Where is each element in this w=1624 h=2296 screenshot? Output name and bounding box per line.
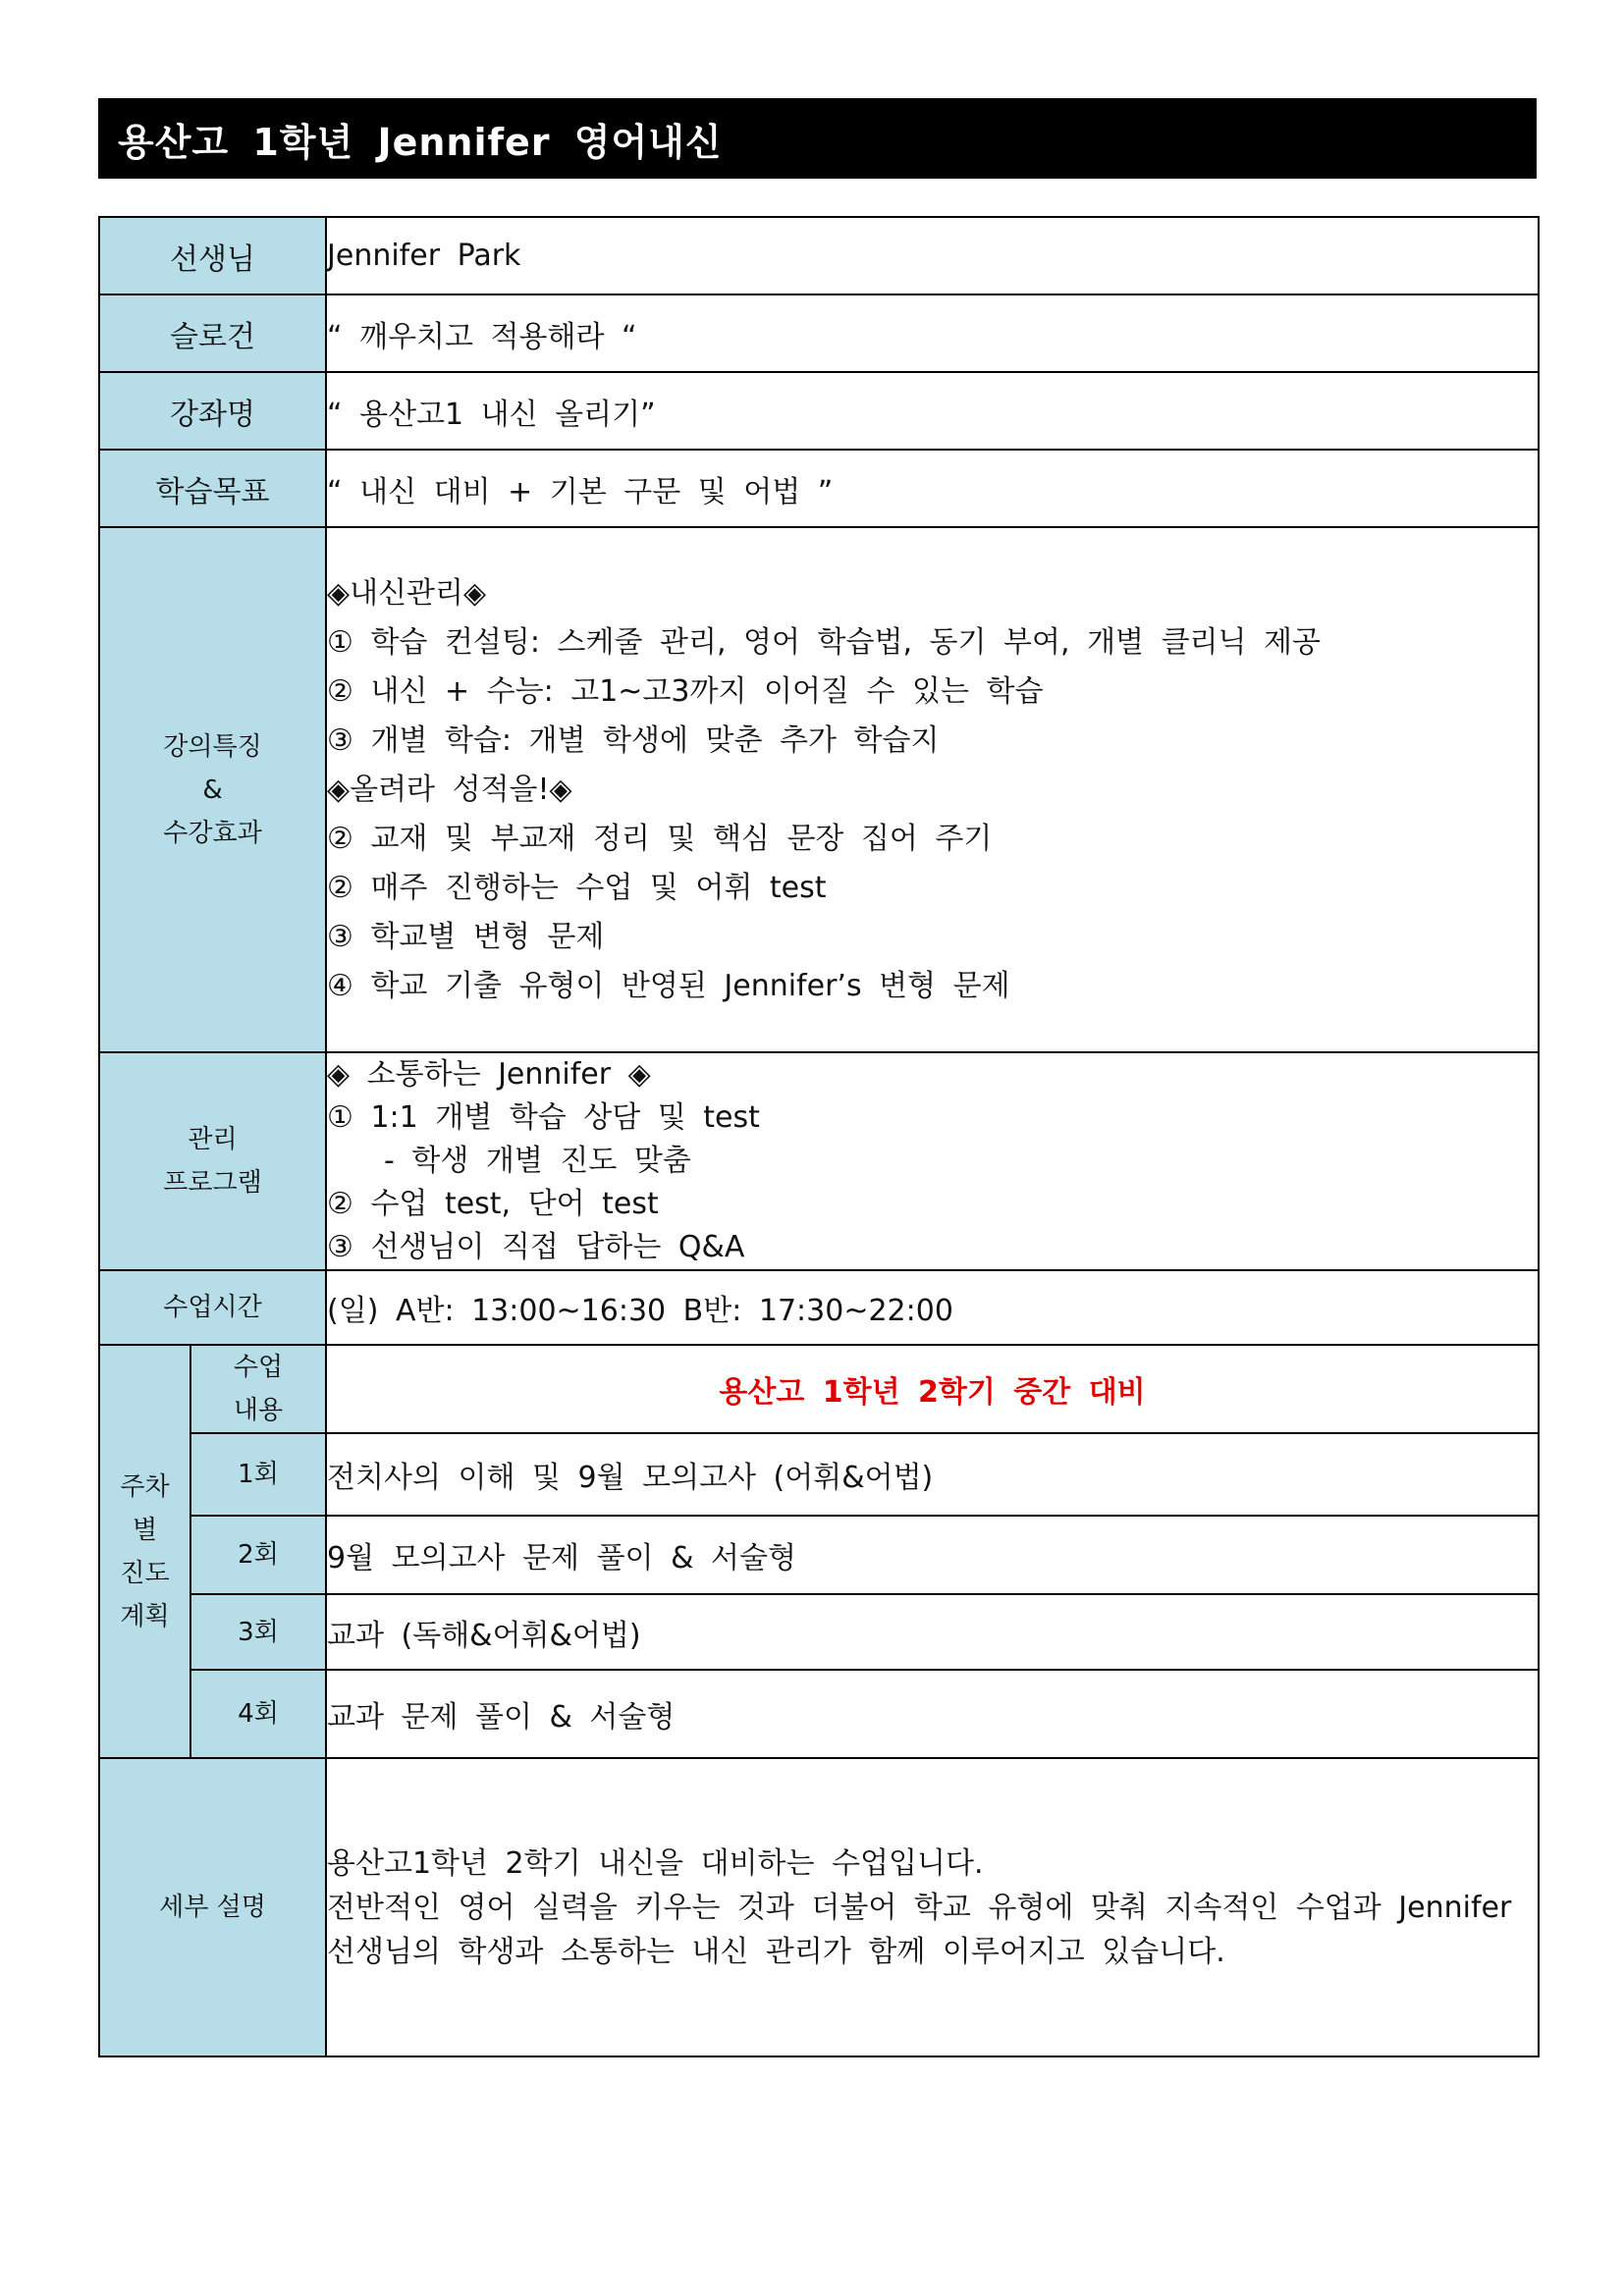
features-line: ② 매주 진행하는 수업 및 어휘 test — [327, 870, 827, 905]
management-line: ② 수업 test, 단어 test — [327, 1187, 659, 1221]
session-text: 9월 모의고사 문제 풀이 & 서술형 — [326, 1516, 1539, 1594]
session-text: 교과 문제 풀이 & 서술형 — [326, 1670, 1539, 1758]
page-title: 용산고 1학년 Jennifer 영어내신 — [98, 98, 1537, 179]
session-row — [99, 1433, 1539, 1516]
session-row — [99, 1516, 1539, 1594]
schedule-row — [99, 1270, 1539, 1345]
session-text: 전치사의 이해 및 9월 모의고사 (어휘&어법) — [326, 1433, 1539, 1516]
features-label-line: 강의특징 — [163, 731, 262, 762]
goal-row — [99, 450, 1539, 527]
schedule-value: (일) A반: 13:00~16:30 B반: 17:30~22:00 — [326, 1270, 1539, 1345]
session-number: 1회 — [190, 1433, 326, 1516]
teacher-label: 선생님 — [99, 217, 326, 294]
features-line: ◈올려라 성적을!◈ — [327, 772, 572, 807]
session-row — [99, 1594, 1539, 1670]
details-label: 세부 설명 — [99, 1758, 326, 2056]
content-label-line: 수업 — [233, 1353, 284, 1382]
features-line: ④ 학교 기출 유형이 반영된 Jennifer’s 변형 문제 — [327, 968, 1010, 1003]
management-content — [326, 1052, 1539, 1270]
features-line: ② 교재 및 부교재 정리 및 핵심 문장 집어 주기 — [327, 821, 993, 856]
slogan-value: “ 깨우치고 적용해라 “ — [326, 294, 1539, 372]
details-content — [326, 1758, 1539, 2056]
teacher-row — [99, 217, 1539, 294]
session-number: 3회 — [190, 1594, 326, 1670]
features-content — [326, 527, 1539, 1052]
details-line: 용산고1학년 2학기 내신을 대비하는 수업입니다. — [327, 1845, 984, 1881]
details-row — [99, 1758, 1539, 2056]
management-line: ① 1:1 개별 학습 상담 및 test — [327, 1100, 760, 1135]
session-row — [99, 1670, 1539, 1758]
features-label-line: 수강효과 — [163, 818, 262, 848]
management-line: ◈ 소통하는 Jennifer ◈ — [327, 1057, 651, 1092]
management-row — [99, 1052, 1539, 1270]
course-info-table — [98, 216, 1540, 2057]
management-label — [99, 1052, 326, 1270]
goal-label: 학습목표 — [99, 450, 326, 527]
management-line: - 학생 개별 진도 맞춤 — [384, 1144, 691, 1178]
features-row — [99, 527, 1539, 1052]
teacher-value: Jennifer Park — [326, 217, 1539, 294]
slogan-label: 슬로건 — [99, 294, 326, 372]
course-row — [99, 372, 1539, 450]
schedule-label: 수업시간 — [99, 1270, 326, 1345]
weekly-label-line: 주차 — [120, 1471, 170, 1502]
content-title: 용산고 1학년 2학기 중간 대비 — [326, 1345, 1539, 1433]
features-line: ② 내신 + 수능: 고1~고3까지 이어질 수 있는 학습 — [327, 673, 1044, 709]
weekly-label-line: 진도 — [120, 1558, 170, 1588]
weekly-label-line: 별 — [132, 1515, 158, 1545]
course-label: 강좌명 — [99, 372, 326, 450]
weekly-label-line: 계획 — [120, 1601, 170, 1631]
features-line: ① 학습 컨설팅: 스케줄 관리, 영어 학습법, 동기 부여, 개별 클리닉 제공 — [327, 624, 1322, 660]
weekly-label — [99, 1345, 190, 1758]
features-line: ③ 개별 학습: 개별 학생에 맞춘 추가 학습지 — [327, 722, 940, 758]
details-line: 전반적인 영어 실력을 키우는 것과 더불어 학교 유형에 맞춰 지속적인 수업과 Jennifer 선생님의 학생과 소통하는 내신 관리가 함께 이루어지고 있습니다. — [327, 1890, 1512, 1969]
weekly-content-row — [99, 1345, 1539, 1433]
features-line: ③ 학교별 변형 문제 — [327, 919, 605, 954]
management-label-line: 프로그램 — [163, 1168, 262, 1198]
session-number: 4회 — [190, 1670, 326, 1758]
goal-value: “ 내신 대비 + 기본 구문 및 어법 ” — [326, 450, 1539, 527]
course-value: “ 용산고1 내신 올리기” — [326, 372, 1539, 450]
features-label — [99, 527, 326, 1052]
management-line: ③ 선생님이 직접 답하는 Q&A — [327, 1230, 745, 1264]
content-label — [190, 1345, 326, 1433]
session-text: 교과 (독해&어휘&어법) — [326, 1594, 1539, 1670]
features-label-line: & — [202, 774, 223, 805]
features-line: ◈내신관리◈ — [327, 575, 487, 611]
slogan-row — [99, 294, 1539, 372]
content-label-line: 내용 — [233, 1396, 284, 1425]
session-number: 2회 — [190, 1516, 326, 1594]
management-label-line: 관리 — [188, 1125, 238, 1154]
